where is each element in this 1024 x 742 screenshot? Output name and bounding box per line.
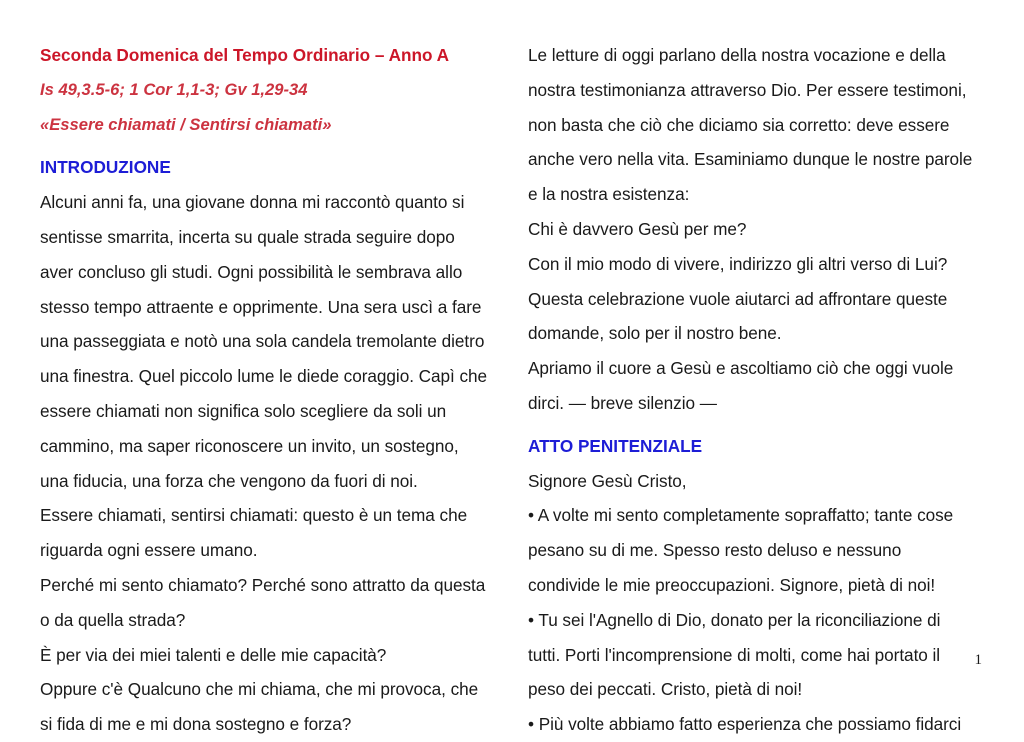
bullet-line: • Tu sei l'Agnello di Dio, donato per la riconciliazione di xyxy=(528,609,941,630)
text-line: Signore Gesù Cristo, xyxy=(528,470,687,491)
scripture-references: Is 49,3.5-6; 1 Cor 1,1-3; Gv 1,29-34 xyxy=(40,79,308,99)
page-number: 1 xyxy=(974,652,982,668)
right-column xyxy=(528,38,983,742)
text-line: Con il mio modo di vivere, indirizzo gli altri verso di Lui? xyxy=(528,253,948,274)
text-line: aver concluso gli studi. Ogni possibilità le sembrava allo xyxy=(40,261,463,282)
text-line: riguarda ogni essere umano. xyxy=(40,540,258,561)
text-line: È per via dei miei talenti e delle mie capacità? xyxy=(40,644,387,665)
section-spacer xyxy=(528,421,983,429)
text-line: una passeggiata e notò una sola candela tremolante dietro xyxy=(40,331,485,352)
document-title: Seconda Domenica del Tempo Ordinario – Anno A xyxy=(40,45,450,65)
text-line: non basta che ciò che diciamo sia corretto: deve essere xyxy=(528,114,950,135)
text-line: cammino, ma saper riconoscere un invito, un sostegno, xyxy=(40,435,459,456)
text-line: domande, solo per il nostro bene. xyxy=(528,323,782,344)
introduction-continuation xyxy=(528,38,983,421)
text-line: dirci. — breve silenzio — xyxy=(528,392,717,413)
introduction-body xyxy=(40,185,495,742)
text-line: Perché mi sento chiamato? Perché sono attratto da questa xyxy=(40,574,486,595)
title-spacer xyxy=(40,142,495,150)
text-line: una finestra. Quel piccolo lume le diede coraggio. Capì che xyxy=(40,366,488,387)
text-line: Alcuni anni fa, una giovane donna mi raccontò quanto si xyxy=(40,192,465,213)
theme-quote: «Essere chiamati / Sentirsi chiamati» xyxy=(40,114,332,134)
text-line: si fida di me e mi dona sostegno e forza? xyxy=(40,714,352,735)
text-line: nostra testimonianza attraverso Dio. Per essere testimoni, xyxy=(528,79,967,100)
penitential-act-body xyxy=(528,464,983,742)
text-line: condivide le mie preoccupazioni. Signore, pietà di noi! xyxy=(528,574,936,595)
left-column xyxy=(40,38,495,742)
text-line: sentisse smarrita, incerta su quale strada seguire dopo xyxy=(40,226,455,247)
text-line: o da quella strada? xyxy=(40,609,186,630)
text-line: pesano su di me. Spesso resto deluso e nessuno xyxy=(528,540,902,561)
text-line: peso dei peccati. Cristo, pietà di noi! xyxy=(528,679,803,700)
text-line: una fiducia, una forza che vengono da fuori di noi. xyxy=(40,470,418,491)
two-column-layout xyxy=(40,38,984,742)
text-line: Le letture di oggi parlano della nostra vocazione e della xyxy=(528,45,946,65)
text-line: e la nostra esistenza: xyxy=(528,184,690,205)
text-line: Chi è davvero Gesù per me? xyxy=(528,218,747,239)
text-line: tutti. Porti l'incomprensione di molti, come hai portato il xyxy=(528,644,941,665)
text-line: essere chiamati non significa solo scegliere da soli un xyxy=(40,400,447,421)
text-line: anche vero nella vita. Esaminiamo dunque le nostre parole xyxy=(528,149,973,170)
bullet-line: • A volte mi sento completamente sopraffatto; tante cose xyxy=(528,505,954,526)
section-heading-introduzione: INTRODUZIONE xyxy=(40,157,171,178)
bullet-line: • Più volte abbiamo fatto esperienza che possiamo fidarci xyxy=(528,714,962,735)
text-line: Oppure c'è Qualcuno che mi chiama, che mi provoca, che xyxy=(40,679,479,700)
section-heading-atto-penitenziale: ATTO PENITENZIALE xyxy=(528,435,703,456)
text-line: Apriamo il cuore a Gesù e ascoltiamo ciò che oggi vuole xyxy=(528,358,954,379)
text-line: Questa celebrazione vuole aiutarci ad affrontare queste xyxy=(528,288,948,309)
text-line: Essere chiamati, sentirsi chiamati: questo è un tema che xyxy=(40,505,468,526)
text-line: stesso tempo attraente e opprimente. Una sera uscì a fare xyxy=(40,296,482,317)
